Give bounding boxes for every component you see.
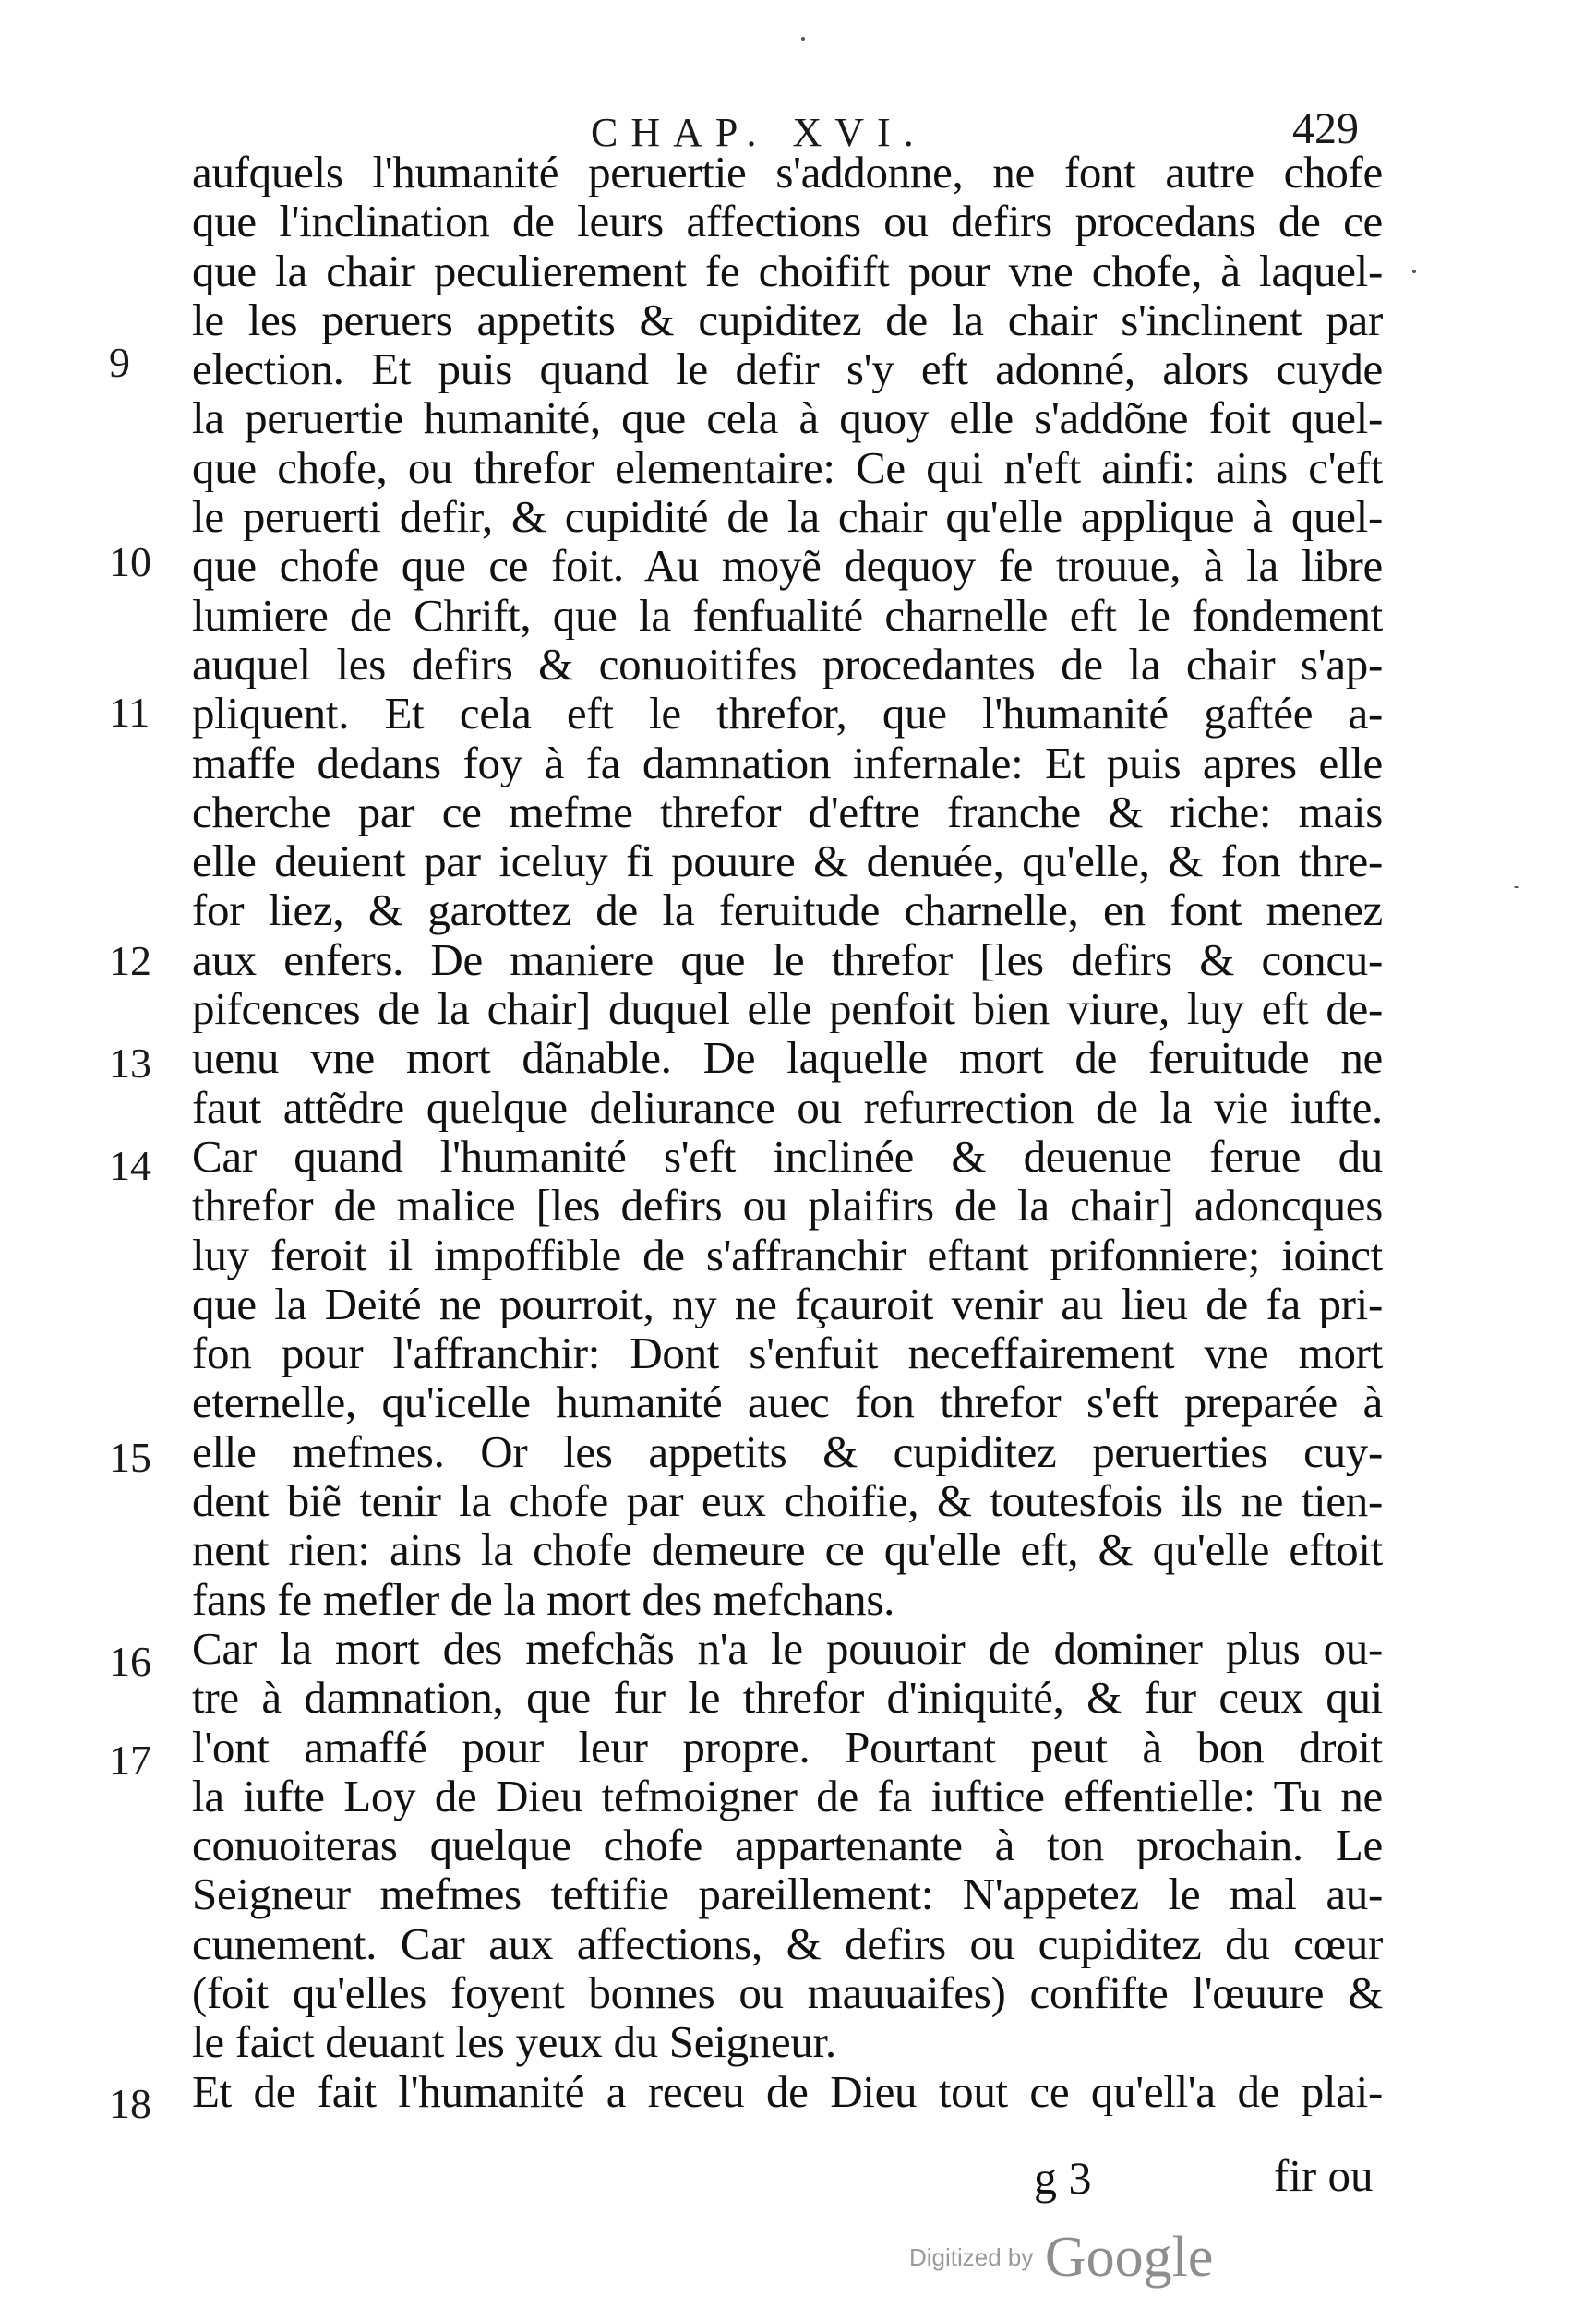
text-line: fans fe mefler de la mort des mefchans. <box>192 1574 895 1624</box>
verse-number: 14 <box>109 1142 151 1189</box>
text-line: lumiere de Chrift, que la fenfualité charnelle eft le fondement <box>192 590 1383 640</box>
text-line: uenu vne mort dãnable. De laquelle mort de feruitude ne <box>192 1033 1383 1083</box>
text-line: que l'inclination de leurs affections ou defirs procedans de ce <box>192 197 1383 246</box>
verse-number: 9 <box>109 339 130 386</box>
text-line: cunement. Car aux affections, & defirs ou cupiditez du cœur <box>192 1918 1383 1968</box>
google-watermark <box>909 2225 1213 2290</box>
text-line: que la chair peculierement fe choifift pour vne chofe, à laquel- <box>192 246 1383 295</box>
paper-speck <box>1514 886 1519 888</box>
text-line: pifcences de la chair] duquel elle penfoit bien viure, luy eft de- <box>192 984 1383 1034</box>
text-line: Seigneur mefmes teftifie pareillement: N'appetez le mal au- <box>192 1869 1383 1919</box>
verse-number: 17 <box>109 1737 151 1784</box>
verse-number: 10 <box>109 538 151 585</box>
text-line: faut attẽdre quelque deliurance ou refurrection de la vie iufte. <box>192 1082 1383 1132</box>
text-line: cherche par ce mefme threfor d'eftre franche & riche: mais <box>192 787 1383 837</box>
verse-number: 18 <box>109 2080 151 2127</box>
verse-number: 15 <box>109 1434 151 1481</box>
text-line: elle deuient par iceluy fi pouure & denuée, qu'elle, & fon thre- <box>192 836 1383 886</box>
text-line: Car quand l'humanité s'eft inclinée & deuenue ferue du <box>192 1131 1383 1182</box>
text-line: nent rien: ains la chofe demeure ce qu'elle eft, & qu'elle eftoit <box>192 1525 1383 1575</box>
page-number: 429 <box>1292 104 1359 153</box>
paper-speck <box>1412 270 1416 273</box>
text-line: l'ont amaffé pour leur propre. Pourtant peut à bon droit <box>192 1722 1383 1772</box>
text-line: threfor de malice [les defirs ou plaifirs de la chair] adoncques <box>192 1181 1383 1231</box>
paper-speck <box>801 37 805 41</box>
body-text <box>192 148 1383 2116</box>
text-line: maffe dedans foy à fa damnation infernale: Et puis apres elle <box>192 738 1383 787</box>
text-line: elle mefmes. Or les appetits & cupiditez peruerties cuy- <box>192 1426 1383 1477</box>
text-line: que la Deité ne pourroit, ny ne fçauroit venir au lieu de fa pri- <box>192 1279 1383 1329</box>
text-line: la iufte Loy de Dieu tefmoigner de fa iuftice effentielle: Tu ne <box>192 1771 1383 1821</box>
catchword: fir ou <box>1274 2150 1374 2201</box>
text-line: luy feroit il impoffible de s'affranchir eftant prifonniere; ioinct <box>192 1230 1383 1280</box>
text-line: pliquent. Et cela eft le threfor, que l'humanité gaftée a- <box>192 689 1383 739</box>
verse-number: 13 <box>109 1040 151 1087</box>
text-line: dent biẽ tenir la chofe par eux choifie, & toutesfois ils ne tien- <box>192 1476 1383 1526</box>
text-line: le les peruers appetits & cupiditez de la chair s'inclinent par <box>192 295 1383 345</box>
verse-number: 12 <box>109 937 151 984</box>
text-line: le faict deuant les yeux du Seigneur. <box>192 2017 836 2067</box>
text-line: fon pour l'affranchir: Dont s'enfuit neceffairement vne mort <box>192 1328 1383 1378</box>
text-line: (foit qu'elles foyent bonnes ou mauuaifes) confifte l'œuure & <box>192 1967 1383 2018</box>
text-line: tre à damnation, que fur le threfor d'iniquité, & fur ceux qui <box>192 1673 1383 1723</box>
text-line: for liez, & garottez de la feruitude charnelle, en font menez <box>192 885 1383 935</box>
verse-number: 16 <box>109 1638 151 1685</box>
watermark-brand: Google <box>1044 2226 1214 2289</box>
text-line: election. Et puis quand le defir s'y eft adonné, alors cuyde <box>192 344 1383 394</box>
running-title: CHAP. XVI. <box>591 110 927 155</box>
signature-mark: g 3 <box>1034 2152 1092 2204</box>
watermark-prefix: Digitized by <box>909 2243 1034 2271</box>
text-line: aux enfers. De maniere que le threfor [les defirs & concu- <box>192 934 1383 985</box>
text-line: Car la mort des mefchãs n'a le pouuoir de dominer plus ou- <box>192 1623 1383 1674</box>
text-line: aufquels l'humanité peruertie s'addonne, ne font autre chofe <box>192 148 1383 198</box>
text-line: Et de fait l'humanité a receu de Dieu tout ce qu'ell'a de plai- <box>192 2066 1383 2116</box>
text-line: le peruerti defir, & cupidité de la chair qu'elle applique à quel- <box>192 492 1383 542</box>
text-line: la peruertie humanité, que cela à quoy elle s'addõne foit quel- <box>192 393 1383 443</box>
text-line: que chofe, ou threfor elementaire: Ce qui n'eft ainfi: ains c'eft <box>192 442 1383 493</box>
text-line: auquel les defirs & conuoitifes procedantes de la chair s'ap- <box>192 639 1383 690</box>
text-line: eternelle, qu'icelle humanité auec fon threfor s'eft preparée à <box>192 1377 1383 1427</box>
text-line: conuoiteras quelque chofe appartenante à ton prochain. Le <box>192 1821 1383 1870</box>
text-line: que chofe que ce foit. Au moyẽ dequoy fe trouue, à la libre <box>192 541 1383 591</box>
verse-number: 11 <box>109 689 150 736</box>
